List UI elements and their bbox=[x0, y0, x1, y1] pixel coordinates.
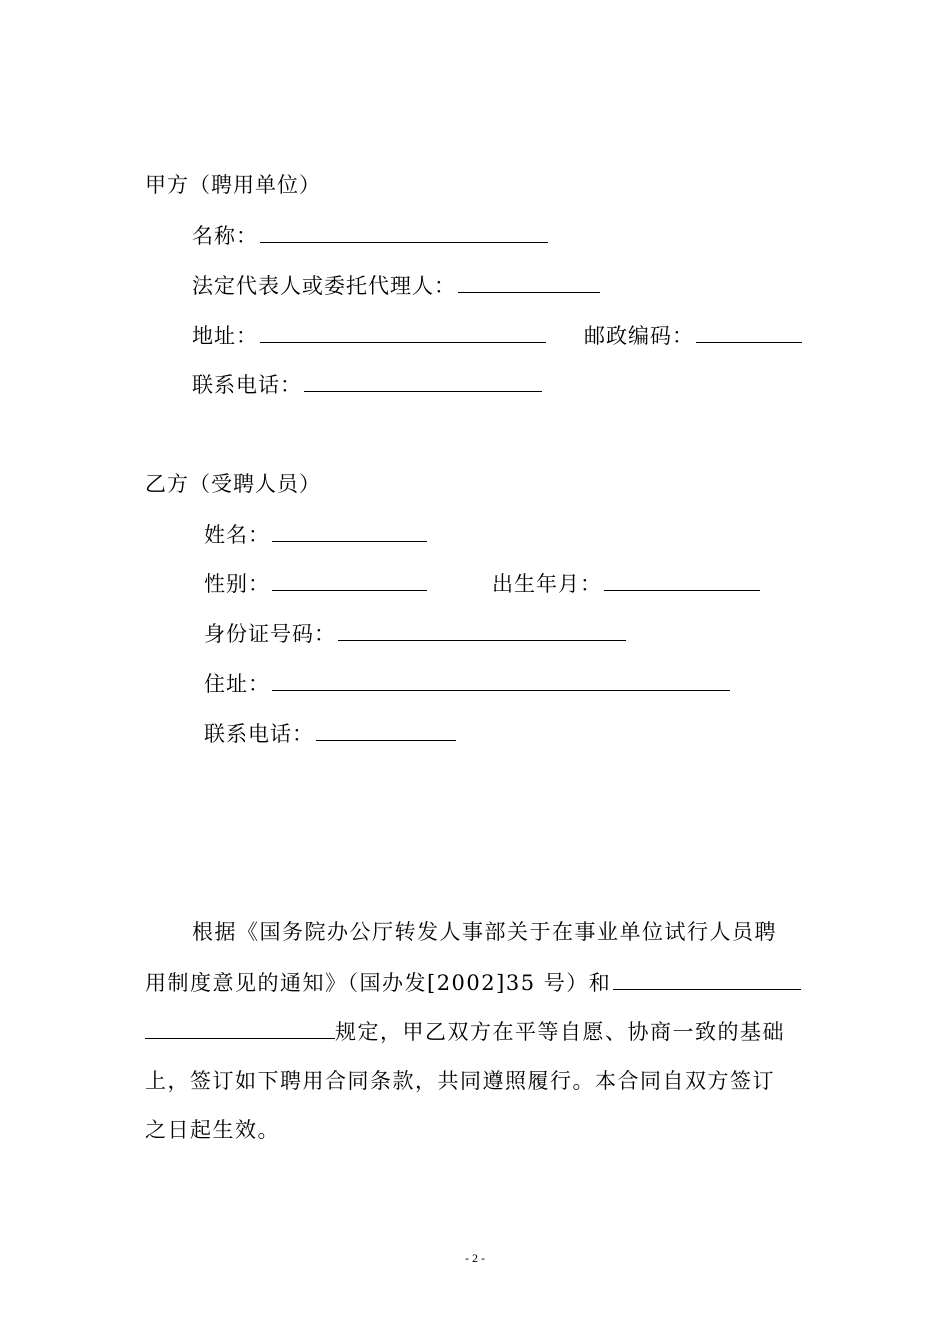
party-a-address-row bbox=[192, 320, 546, 351]
party-a-phone-label: 联系电话： bbox=[192, 373, 302, 397]
paragraph-line-2 bbox=[145, 967, 807, 998]
paragraph-line-5-text: 之日起生效。 bbox=[145, 1118, 280, 1142]
party-a-phone-field[interactable] bbox=[304, 369, 542, 392]
party-b-address-row bbox=[204, 668, 730, 699]
party-b-heading bbox=[145, 469, 321, 499]
party-b-birth-row bbox=[492, 568, 760, 599]
paragraph-line-3 bbox=[145, 1016, 807, 1047]
party-a-rep-field[interactable] bbox=[458, 270, 600, 293]
party-b-id-label: 身份证号码： bbox=[204, 622, 336, 646]
party-b-gender-label: 性别： bbox=[204, 572, 270, 596]
party-a-heading bbox=[145, 170, 321, 200]
party-b-birth-label: 出生年月： bbox=[492, 572, 602, 596]
party-b-address-field[interactable] bbox=[272, 668, 730, 691]
party-a-phone-row bbox=[192, 369, 542, 400]
party-b-gender-field[interactable] bbox=[272, 568, 427, 591]
party-b-phone-field[interactable] bbox=[316, 718, 456, 741]
party-b-name-field[interactable] bbox=[272, 519, 427, 542]
regulation-field-part2[interactable] bbox=[145, 1016, 335, 1039]
party-b-birth-field[interactable] bbox=[604, 568, 760, 591]
regulation-field-part1[interactable] bbox=[613, 967, 801, 990]
paragraph-line-1 bbox=[192, 917, 807, 947]
party-b-heading-text: 乙方（受聘人员） bbox=[145, 472, 321, 496]
party-a-name-label: 名称： bbox=[192, 224, 258, 248]
paragraph-line-2-text: 用制度意见的通知》（国办发[2002]35 号）和 bbox=[145, 971, 612, 995]
party-a-postcode-row bbox=[584, 320, 802, 351]
party-b-name-row bbox=[204, 519, 427, 550]
party-b-id-field[interactable] bbox=[338, 618, 626, 641]
paragraph-line-1-text: 根据《国务院办公厅转发人事部关于在事业单位试行人员聘 bbox=[192, 920, 777, 944]
paragraph-line-3-text: 规定，甲乙双方在平等自愿、协商一致的基础 bbox=[335, 1020, 785, 1044]
party-b-address-label: 住址： bbox=[204, 672, 270, 696]
paragraph-line-5 bbox=[145, 1115, 807, 1145]
party-a-rep-label: 法定代表人或委托代理人： bbox=[192, 274, 456, 298]
paragraph-line-4-text: 上，签订如下聘用合同条款，共同遵照履行。本合同自双方签订 bbox=[145, 1069, 775, 1093]
page-number-text: - 2 - bbox=[465, 1251, 485, 1265]
party-a-name-field[interactable] bbox=[260, 220, 548, 243]
party-a-postcode-label: 邮政编码： bbox=[584, 324, 694, 348]
party-a-heading-text: 甲方（聘用单位） bbox=[145, 173, 321, 197]
party-a-address-field[interactable] bbox=[260, 320, 546, 343]
party-b-phone-label: 联系电话： bbox=[204, 722, 314, 746]
paragraph-line-4 bbox=[145, 1066, 807, 1096]
party-a-postcode-field[interactable] bbox=[696, 320, 802, 343]
party-b-name-label: 姓名： bbox=[204, 523, 270, 547]
page-number bbox=[0, 1250, 950, 1266]
party-b-phone-row bbox=[204, 718, 456, 749]
party-b-id-row bbox=[204, 618, 626, 649]
party-b-gender-row bbox=[204, 568, 427, 599]
party-a-name-row bbox=[192, 220, 548, 251]
party-a-rep-row bbox=[192, 270, 600, 301]
party-a-address-label: 地址： bbox=[192, 324, 258, 348]
